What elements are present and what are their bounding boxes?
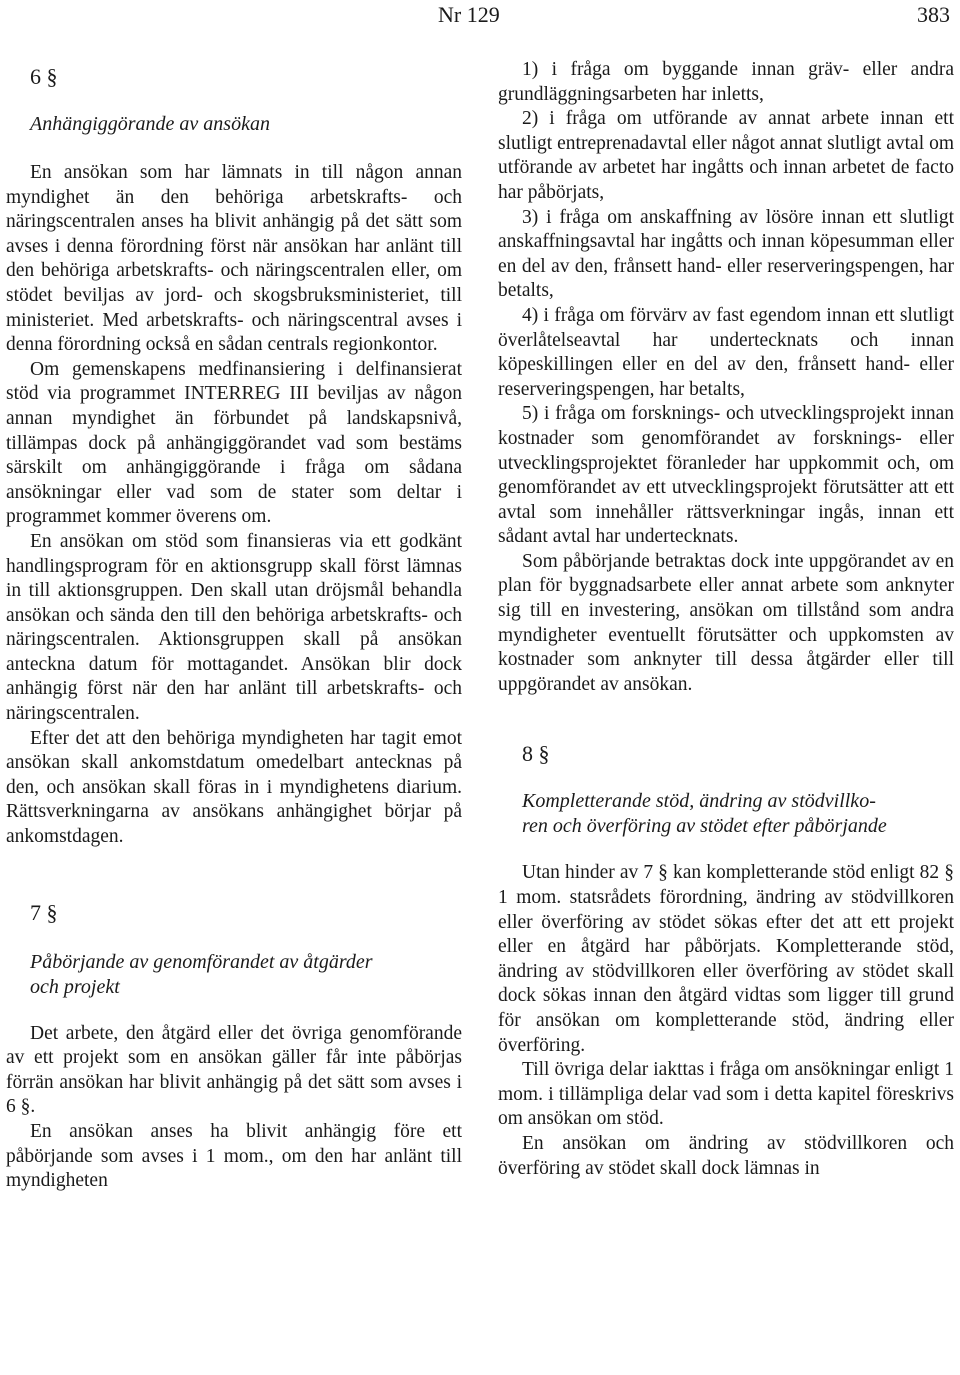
left-column — [6, 58, 462, 1194]
section-7-paragraph-2: En ansökan anses ha blivit anhängig före ett påbörjande som avses i 1 mom., om den har anlänt till myndigheten — [6, 1121, 462, 1192]
statute-number: Nr 129 — [438, 2, 500, 27]
section-7-number: 7 § — [30, 899, 58, 925]
section-7-title-line-1: Påbörjande av genomförandet av åtgärder — [30, 950, 373, 973]
section-6-paragraph-3: En ansökan om stöd som finansieras via ett godkänt handlingsprogram för en aktionsgrupp skall först lämnas in till aktionsgruppen. Den skall utan dröjsmål behandla ansökan och sända den till den behöriga arbetskrafts- och näringscentralen. Aktionsgruppen skall på ansökan anteckna datum för mottagandet. Ansökan blir dock anhängig först när den har anlänt till arbetskrafts- och näringscentralen. — [6, 530, 462, 725]
section-7-paragraph-1: Det arbete, den åtgärd eller det övriga genomförande av ett projekt som en ansökan gäller får inte påbörjas förrän ansökan har blivit anhängig på det sätt som avses i 6 §. — [6, 1022, 462, 1118]
section-6-paragraph-4: Efter det att den behöriga myndigheten har tagit emot ansökan skall ankomstdatum omedelbart antecknas på den, och ansökan skall föras in i myndighetens diarium. Rättsverkningarna av ansökans anhängighet börjar på ankomstdagen. — [6, 727, 462, 848]
section-6-number: 6 § — [30, 64, 58, 89]
section-6-paragraph-1: En ansökan som har lämnats in till någon annan myndighet än den behöriga arbetskrafts- och näringscentralen anses ha blivit anhängig på det sätt som avses i denna förordning först när ansökan har anlänt till den behöriga arbetskrafts- och näringscentralen eller, om stödet beviljas av jord- och skogsbruksministeriet, till ministeriet. Med arbetskrafts- och näringscentral avses i denna förordning också en sådan centrals regionkontor. — [6, 162, 462, 356]
list-item: 3) i fråga om anskaffning av lösöre innan ett slutligt anskaffningsavtal har ingåtts och innan köpesumman eller en del av den, frånsett hand- eller reserveringspengen, har betalts, — [498, 206, 954, 302]
section-8-paragraph-3: En ansökan om ändring av stödvillkoren och överföring av stödet skall dock lämnas in — [498, 1132, 954, 1179]
section-8-paragraph-2: Till övriga delar iakttas i fråga om ansökningar enligt 1 mom. i tillämpliga delar vad som i detta kapitel föreskrivs om ansökan om stöd. — [498, 1059, 954, 1130]
page-header — [0, 0, 960, 30]
section-7-title-line-2: och projekt — [30, 975, 120, 998]
section-8-title-line-2: ren och överföring av stödet efter påbörjande — [522, 815, 887, 838]
list-item: 2) i fråga om utförande av annat arbete innan ett slutligt entreprenadavtal eller något annat slutligt avtal om utförande av arbetet har ingåtts och innan arbetet de facto har påbörjats, — [498, 108, 954, 203]
page-number: 383 — [917, 2, 950, 27]
right-column — [498, 58, 954, 1181]
section-8-paragraph-1: Utan hinder av 7 § kan kompletterande stöd enligt 82 § 1 mom. statsrådets förordning, ändring av stödvillkoren eller överföring av stödet sökas efter det att ett projekt eller en åtgärd har påbörjats. Kompletterande stöd, ändring av stödvillkoren eller överföring av stödet skall dock sökas innan den åtgärd vidtas som ligger till grund för ansökan om kompletterande stöd, ändring eller överföring. — [498, 862, 954, 1056]
list-item: 4) i fråga om förvärv av fast egendom innan ett slutligt överlåtelseavtal har undertecknats och innan köpeskillingen eller en del av den, frånsett hand- eller reserveringspengen, har betalts, — [498, 304, 954, 400]
list-item: 5) i fråga om forsknings- och utvecklingsprojekt innan kostnader som genomförandet av forsknings- eller utvecklingsprojektet föranleder har uppkommit och, om genomförandet av ett utvecklingsprojekt förutsätter att ett avtal som innehåller rättsverkningar ingås, innan ett sådant avtal har undertecknats. — [498, 403, 954, 548]
section-8-title-line-1: Kompletterande stöd, ändring av stödvillko- — [522, 790, 876, 813]
section-6-title: Anhängiggörande av ansökan — [30, 113, 270, 135]
section-6-paragraph-2: Om gemenskapens medfinansiering i delfinansierat stöd via programmet INTERREG III beviljas av någon annan myndighet än förbundet på landskapsnivå, tillämpas dock på anhängiggörandet vad som bestäms särskilt om anhängiggörande i fråga om sådana ansökningar eller vad som de stater som deltar i programmet kommer överens om. — [6, 358, 462, 528]
list-item: 1) i fråga om byggande innan gräv- eller andra grundläggningsarbeten har inletts, — [498, 59, 954, 105]
section-7-paragraph-3: Som påbörjande betraktas dock inte uppgörandet av en plan för byggnadsarbete eller annat arbete som anknyter sig till en investering, ansökan om tillstånd som andra myndigheter eventuellt förutsätter och uppkomsten av kostnader som anknyter till dessa åtgärder eller till uppgörandet av ansökan. — [498, 550, 954, 695]
section-8-number: 8 § — [522, 741, 550, 767]
